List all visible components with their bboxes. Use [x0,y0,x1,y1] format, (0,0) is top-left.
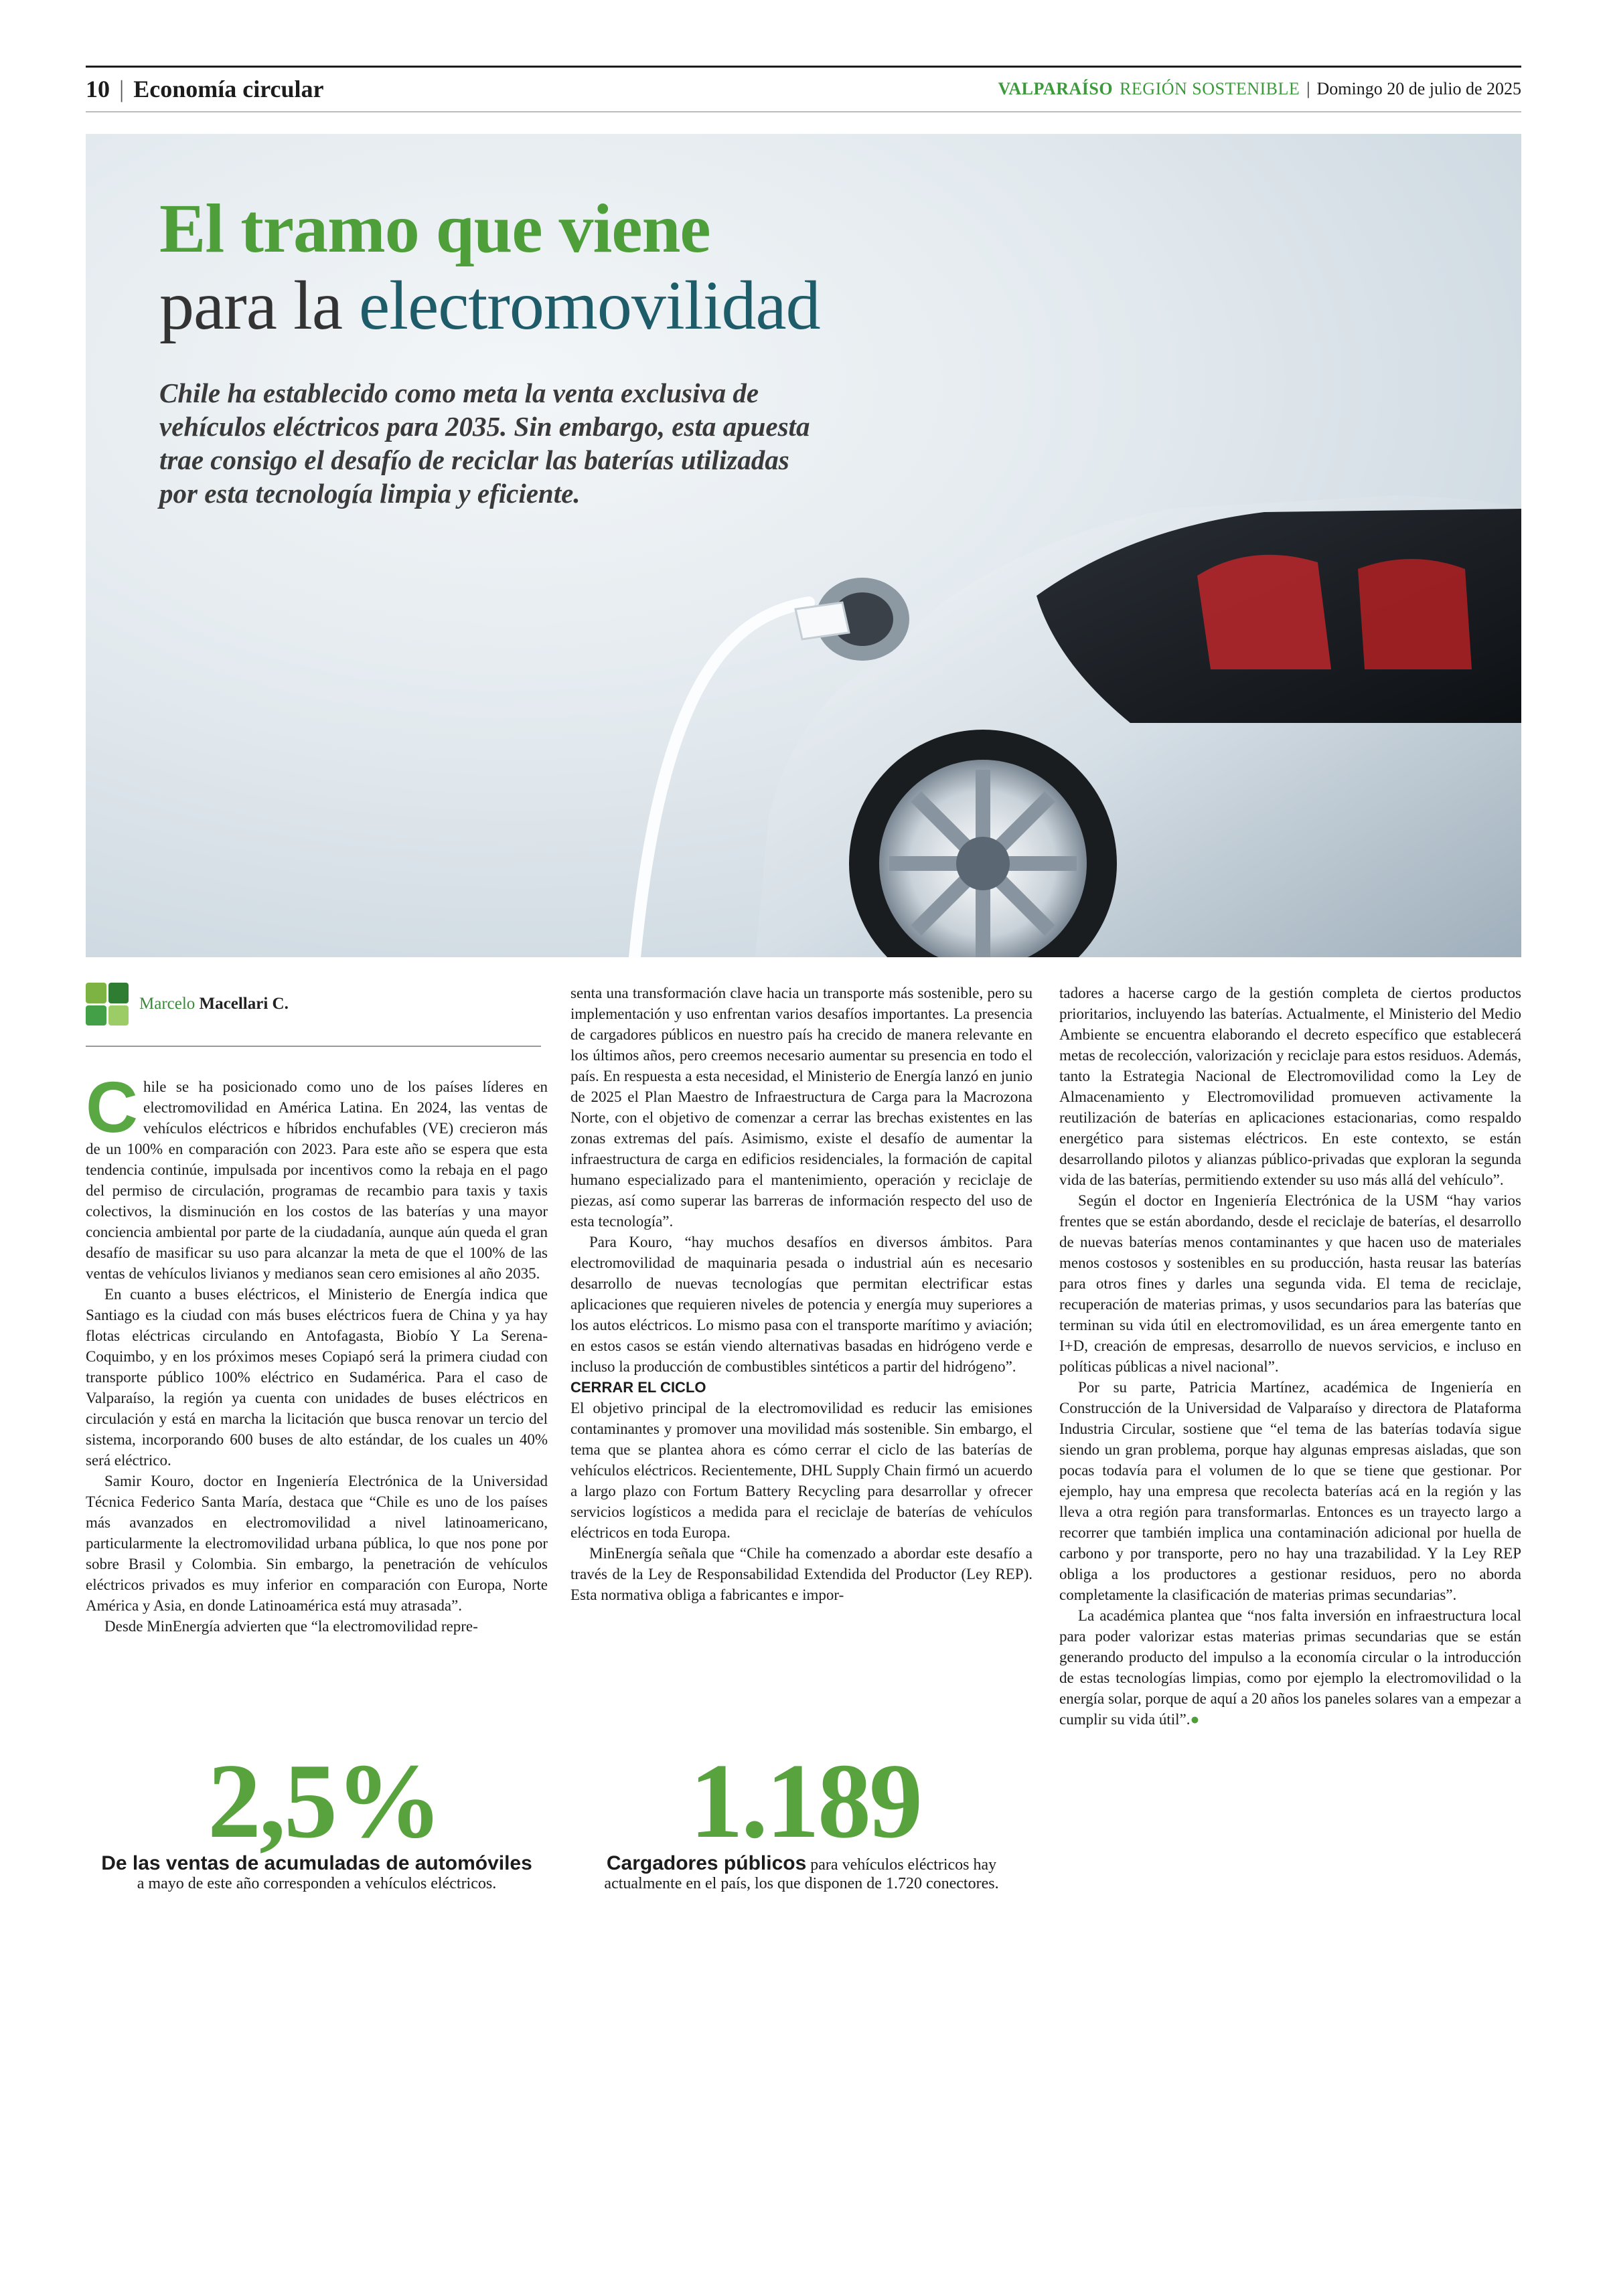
author-last: Macellari C. [199,995,289,1013]
byline-rule [86,1046,541,1047]
lede-paragraph: Chile ha establecido como meta la venta exclusiva de vehículos eléctricos para 2035. Sin embargo, esta apuesta trae consigo el desafío de reciclar las baterías utilizadas por esta tecnología limpia y eficiente. [159,378,810,509]
brand-name: VALPARAÍSO [998,79,1114,98]
stat-label-rest: a mayo de este año corresponden a vehículos eléctricos. [137,1875,497,1892]
stat-number-chargers: 1.189 [690,1741,921,1860]
hero-section [86,134,1521,957]
paragraph: Para Kouro, “hay muchos desafíos en diversos ámbitos. Para electromovilidad de maquinaria pesada o industrial aún es necesario desarrollo de nuevas tecnologías que permitan electrificar estas aplicaciones que requieren niveles de potencia y energía muy superiores a los autos eléctricos. Lo mismo pasa con el transporte marítimo y aviación; en estos casos se están viendo alternativas basadas en hidrógeno verde e incluso la producción de combustibles sintéticos a partir del hidrógeno”. [570,1234,1032,1375]
paragraph-text: hile se ha posicionado como uno de los países líderes en electromovilidad en América Latina. En 2024, las ventas de vehículos eléctricos e híbridos enchufables (VE) crecieron más de un 100% en comparación con 2023. Para este año se espera que esta tendencia continúe, impulsada por incentivos como la rebaja en el pago del permiso de circulación, programas de recambio para taxis y taxis colectivos, la disminución en los costos de las baterías y una mayor conciencia ambiental por parte de la ciudadanía, aunque aún queda el gran desafío de masificar su uso para alcanzar la meta de que el 100% de las ventas de vehículos livianos y medianos sean cero emisiones al año 2035. [86,1078,548,1282]
publication-info [998,79,1521,99]
header-rule [86,111,1521,112]
paragraph-text: La académica plantea que “nos falta inversión en infraestructura local para poder valorizar estas materias primas secundarias que se están generando producto del impulso a la economía circular o la introducción de estas tecnologías limpias, como por ejemplo la electromovilidad o la energía solar, porque de aquí a 20 años los paneles solares van a empezar a cumplir su vida útil”. [1059,1607,1521,1728]
section-heading [86,75,324,103]
headline-prefix: para la [159,267,360,344]
author-first: Marcelo [139,995,196,1013]
paragraph [86,1066,548,1284]
paragraph [1059,1605,1521,1730]
section-name: Economía circular [133,76,324,102]
paragraph: El objetivo principal de la electromovilidad es reducir las emisiones contaminantes y promover una movilidad más sostenible. Sin embargo, el tema que se plantea ahora es cómo cerrar el ciclo de las baterías de vehículos eléctricos. Recientemente, DHL Supply Chain firmó un acuerdo a largo plazo con Fortum Battery Recycling para desarrollar y ofrecer servicios logísticos a medida para el reciclaje de baterías de vehículos eléctricos en toda Europa. [570,1400,1032,1541]
section-logo-icon [86,983,129,1026]
headline-accent: electromovilidad [359,267,820,344]
paragraph: Desde MinEnergía advierten que “la electromovilidad repre- [104,1618,478,1635]
article-column-3 [1059,983,1521,1730]
stat-label-chargers [570,1854,1032,1893]
stat-label-bold: Cargadores públicos [606,1852,807,1874]
paragraph: En cuanto a buses eléctricos, el Ministerio de Energía indica que Santiago es la ciudad con más buses eléctricos fuera de China y ya hay flotas eléctricas circulando en Antofagasta, Biobío Y La Serena-Coquimbo, y en los próximos meses Copiapó será la primera ciudad con transporte público 100% eléctrico en Sudamérica. Para el caso de Valparaíso, la región ya cuenta con unidades de buses eléctricos en circulación y está en marcha la licitación que busca renovar un tercio del sistema, incorporando 600 buses de alto estándar, de los cuales un 40% será eléctrico. [86,1286,548,1469]
subheading: CERRAR EL CICLO [570,1379,706,1396]
end-mark: ● [1190,1711,1200,1728]
stat-label-sales [86,1854,548,1893]
top-rule [86,66,1521,68]
byline [86,983,289,1026]
stat-label-bold: De las ventas de acumuladas de automóviles [101,1852,532,1874]
stat-number-sales: 2,5% [208,1741,441,1860]
page-header [86,69,1521,109]
paragraph: Por su parte, Patricia Martínez, académica de Ingeniería en Construcción de la Universidad de Valparaíso y directora de Plataforma Industria Circular, sostiene que “el tema de las baterías todavía sigue siendo un gran problema, porque hay algunas empresas aisladas, que son pocas todavía para el volumen de lo que se tiene que gestionar. Por ejemplo, hay una empresa que recolecta baterías acá en la región y las lleva a otra región para transformarlas. Entonces es un trayecto largo a recorrer que también implica una contaminación adicional por huella de carbono y por transporte, pero no hay una trazabilidad. Y la Ley REP obliga a los productores a gestionar residuos, pero no aborda completamente la clasificación de materias primas secundarias”. [1059,1379,1521,1603]
page-number: 10 [86,76,110,102]
headline-line-1: El tramo que viene [159,190,710,267]
paragraph: MinEnergía señala que “Chile ha comenzado a abordar este desafío a través de la Ley de Responsabilidad Extendida del Productor (Ley REP). Esta normativa obliga a fabricantes e impor- [570,1545,1032,1603]
drop-cap: C [86,1066,138,1147]
stat-label-rest: para vehículos eléctricos hay actualmente en el país, los que disponen de 1.720 conectores. [604,1856,999,1892]
paragraph: Según el doctor en Ingeniería Electrónica de la USM “hay varios frentes que se están abordando, desde el reciclaje de baterías, el desarrollo de nuevas baterías menos contaminantes y que hacen uso de materiales menos costosos y sostenibles en su producción, hasta reusar las baterías para otros fines y darles una segunda vida. El tema de reciclaje, recuperación de materias primas, y usos secundarios para las baterías que terminan su vida útil en electromovilidad, es un área emergente tanto en I+D, creación de empresas, desarrollo de nuevos servicios, e incluso en políticas públicas a nivel nacional”. [1059,1192,1521,1375]
header-separator: | [119,76,125,102]
issue-date: Domingo 20 de julio de 2025 [1316,79,1521,98]
author-name [139,995,289,1013]
brand-tagline: REGIÓN SOSTENIBLE [1120,79,1300,98]
paragraph: tadores a hacerse cargo de la gestión completa de ciertos productos prioritarios, incluyendo las baterías. Actualmente, el Ministerio del Medio Ambiente se encuentra elaborando el decreto específico que establecerá metas de recolección, valorización y reciclaje para estos residuos. Además, tanto la Estrategia Nacional de Electromovilidad como la Ley de Almacenamiento y Electromovilidad promueven activamente la reutilización de baterías en aplicaciones estacionarias, como respaldo energético para sistemas eléctricos. En este contexto, se están desarrollando pilotos y alianzas público-privadas que exploran la segunda vida de las baterías, permitiendo extender su uso más allá del vehículo”. [1059,985,1521,1188]
article-column-2 [570,983,1032,1605]
paragraph: Samir Kouro, doctor en Ingeniería Electrónica de la Universidad Técnica Federico Santa María, destaca que “Chile es uno de los países más avanzados en electromovilidad a nivel latinoamericano, particularmente la electromovilidad urbana pública, lo que nos pone por sobre Brasil y Colombia. Sin embargo, la penetración de vehículos eléctricos privados es muy inferior en comparación con Europa, Norte América y Asia, en donde Latinoamérica está muy atrasada”. [86,1473,548,1614]
date-separator: | [1306,79,1310,98]
article-column-1 [86,1066,548,1637]
paragraph: senta una transformación clave hacia un transporte más sostenible, pero su implementación y uso enfrentan varios desafíos importantes. La presencia de cargadores públicos en nuestro país ha crecido de manera relevante en los últimos años, pero creemos necesario aumentar su presencia en todo el país. En respuesta a esta necesidad, el Ministerio de Energía lanzó en junio de 2025 el Plan Maestro de Infraestructura de Carga para la Macrozona Norte, con el objetivo de comenzar a cerrar las brechas existentes en las zonas extremas del país. Asimismo, existe el desafío de aumentar la infraestructura de carga en edificios residenciales, la formación de capital humano especializado para el mantenimiento, operación y reciclaje de piezas, así como superar las barreras de información respecto del uso de esta tecnología”. [570,985,1032,1230]
headline-line-2 [159,267,820,344]
